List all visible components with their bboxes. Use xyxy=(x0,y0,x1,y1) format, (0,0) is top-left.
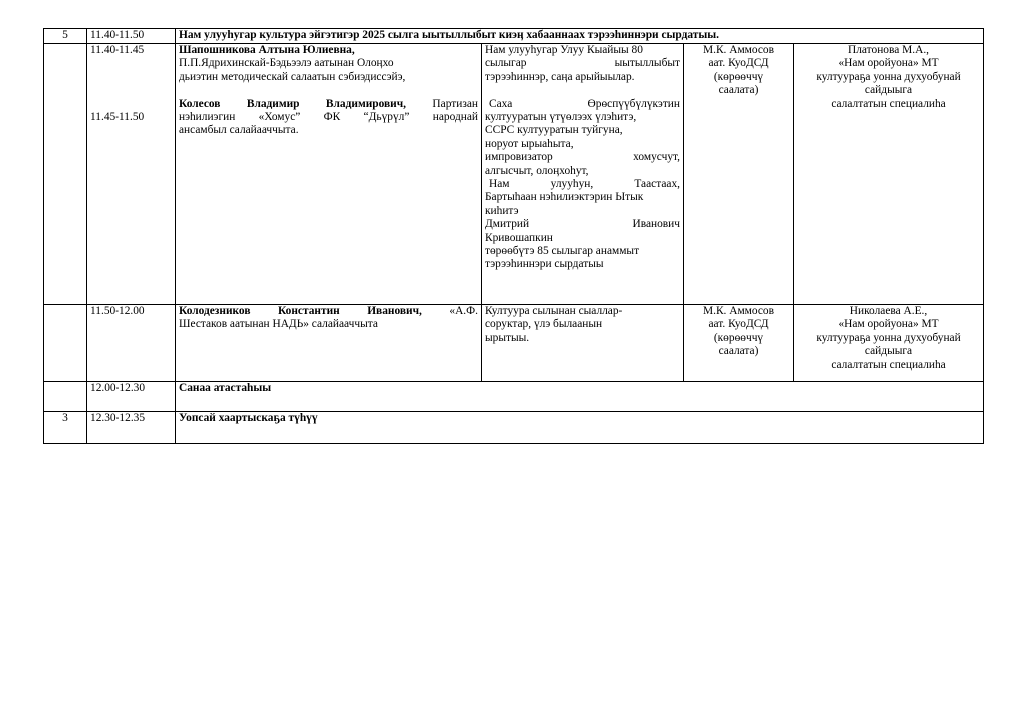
place-line: М.К. Аммосов xyxy=(702,44,775,56)
responsible-line: култуураҕа уонна духуобунай xyxy=(816,331,961,344)
speaker-role: Шестаков аатынан НАДЬ» салайааччыта xyxy=(179,318,378,331)
responsible-line: Николаева А.Е., xyxy=(849,305,928,317)
topic-cell xyxy=(482,44,684,305)
topic-line: тэрээһиннэри сырдатыы xyxy=(485,258,604,271)
topic-line: Нам улууһугар Улуу Кыайыы 80 xyxy=(485,44,643,56)
time-cell xyxy=(87,44,176,305)
topic-cell xyxy=(482,305,684,382)
topic-line: Бартыһаан нэһилиэктэрин Ытык xyxy=(485,191,644,204)
topic-line: Култуура сылынан сыаллар- xyxy=(485,305,623,317)
responsible-cell xyxy=(794,44,984,305)
row-number: 5 xyxy=(44,29,87,44)
speaker-name: Колесов Владимир Владимирович, xyxy=(179,97,406,110)
topic-line: импровизатор хомусчут, xyxy=(485,151,680,164)
speaker-line xyxy=(179,305,478,318)
table-row xyxy=(44,412,984,444)
topic-line: Нам улууһун, Таастаах, xyxy=(489,178,680,191)
speaker-role: «А.Ф. xyxy=(449,305,478,317)
topic-line: Саха Өрөспүүбүлүкэтин xyxy=(489,97,680,110)
topic-line: сылыгар ыытыллыбыт xyxy=(485,57,680,70)
topic-line: култууратын үтүөлээх үлэһитэ, xyxy=(485,111,637,124)
speakers-cell xyxy=(176,305,482,382)
topic-line: Дмитрий Иванович xyxy=(485,218,680,231)
topic-line: төрөөбүтэ 85 сылыгар анаммыт xyxy=(485,245,640,258)
time-b: 11.45-11.50 xyxy=(90,111,145,123)
speaker-role: дьиэтин методическай салаатын сэбиэдиссэйэ, xyxy=(179,70,406,83)
place-cell xyxy=(684,44,794,305)
place-line: (көрөөччү xyxy=(713,331,764,344)
responsible-line: сайдыыга xyxy=(864,345,913,358)
topic-line: ырытыы. xyxy=(485,331,530,344)
table-row xyxy=(44,29,984,44)
speakers-cell xyxy=(176,44,482,305)
schedule-table xyxy=(43,28,984,444)
topic-line: алгысчыт, олоӊхоһут, xyxy=(485,164,589,177)
responsible-line: «Нам оройуона» МТ xyxy=(838,318,939,331)
table-row xyxy=(44,382,984,412)
section-title: Нам улууһугар культура эйгэтигэр 2025 сылга ыытыллыбыт киэӊ хабааннаах тэрээһиннэри сырдатыы. xyxy=(176,29,984,44)
responsible-line: сайдыыга xyxy=(864,84,913,97)
table-row xyxy=(44,305,984,382)
time-a: 11.40-11.45 xyxy=(90,44,145,56)
responsible-line: «Нам оройуона» МТ xyxy=(838,57,939,70)
responsible-line: култуураҕа уонна духуобунай xyxy=(816,70,961,83)
responsible-cell xyxy=(794,305,984,382)
speaker-role: Партизан xyxy=(432,97,478,110)
row-number xyxy=(44,305,87,382)
speaker-role: П.П.Ядрихинскай-Бэдьээлэ аатынан Олоӊхо xyxy=(179,57,394,70)
row-number xyxy=(44,44,87,305)
time-cell: 12.00-12.30 xyxy=(87,382,176,412)
topic-line: киһитэ xyxy=(485,204,519,217)
place-line: аат. КуоДСД xyxy=(708,318,769,331)
speaker-line xyxy=(179,98,478,111)
topic-line: ССРС култууратын туйгуна, xyxy=(485,124,623,137)
responsible-line: Платонова М.А., xyxy=(848,44,930,56)
place-cell xyxy=(684,305,794,382)
time-cell: 12.30-12.35 xyxy=(87,412,176,444)
row-number: 3 xyxy=(44,412,87,444)
time-cell: 11.40-11.50 xyxy=(87,29,176,44)
responsible-line: салалтатын специалиһа xyxy=(831,358,946,371)
place-line: саалата) xyxy=(718,345,759,358)
table-row xyxy=(44,44,984,305)
speaker-role: ансамбыл салайааччыта. xyxy=(179,124,299,137)
topic-line: тэрээһиннэр, саӊа арыйыылар. xyxy=(485,70,635,83)
speaker-role: нэһилиэгин «Хомус” ФК “Дьүрүл” народнай xyxy=(179,111,478,124)
speaker-name: Шапошникова Алтына Юлиевна, xyxy=(179,44,355,56)
place-line: (көрөөччү xyxy=(713,70,764,83)
time-cell: 11.50-12.00 xyxy=(87,305,176,382)
section-title: Уопсай хаартыскаҕа түһүү xyxy=(176,412,984,444)
topic-line: Кривошапкин xyxy=(485,231,553,244)
place-line: саалата) xyxy=(718,84,759,97)
topic-line: соруктар, үлэ былаанын xyxy=(485,318,603,331)
speaker-name: Колодезников Константин Иванович, xyxy=(179,305,422,317)
responsible-line: салалтатын специалиһа xyxy=(831,97,946,110)
section-title: Санаа атастаһыы xyxy=(176,382,984,412)
place-line: М.К. Аммосов xyxy=(702,305,775,317)
place-line: аат. КуоДСД xyxy=(708,57,769,70)
row-number xyxy=(44,382,87,412)
topic-line: норуот ырыаһыта, xyxy=(485,137,574,150)
